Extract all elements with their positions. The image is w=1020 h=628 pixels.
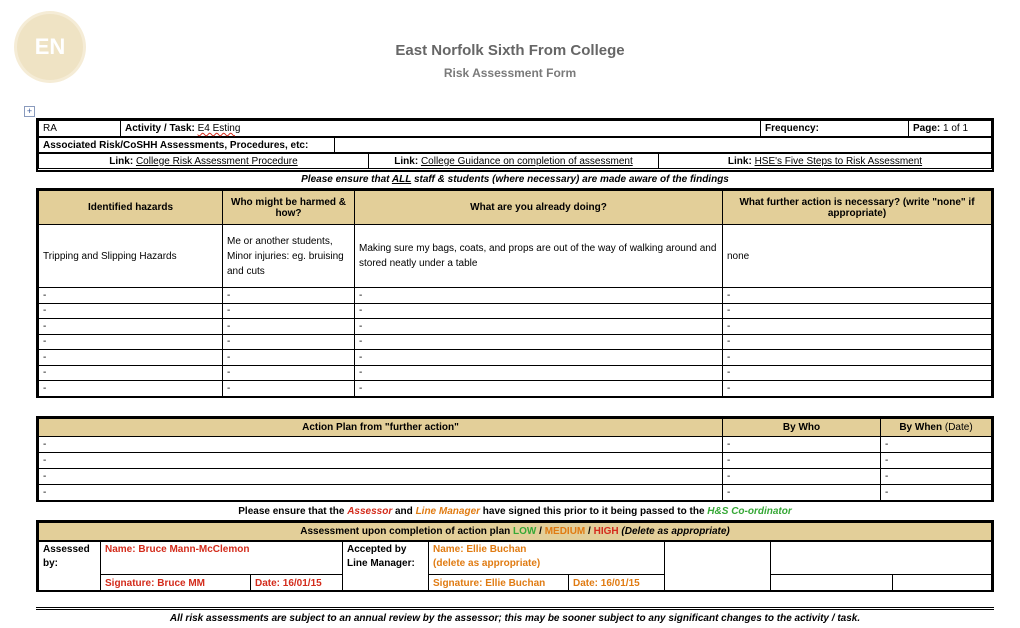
empty-cell[interactable]: - (723, 437, 881, 453)
empty-cell[interactable]: - (723, 288, 992, 304)
empty-cell[interactable]: - (881, 469, 992, 485)
completion-header-pre: Assessment upon completion of action plan (300, 526, 514, 537)
table-row (39, 453, 992, 469)
info-row-2 (38, 137, 992, 153)
empty-cell[interactable]: - (223, 365, 355, 381)
empty-cell[interactable]: - (39, 334, 223, 350)
risk-high[interactable]: HIGH (593, 526, 619, 537)
footer-note: All risk assessments are subject to an annual review by the assessor; this may be sooner subject to any significant changes to the activity / task. (169, 613, 861, 624)
ra-label: RA (39, 121, 121, 137)
table-row (39, 469, 992, 485)
notice-text-post: staff & students (where necessary) are made aware of the findings (411, 174, 729, 185)
empty-cell[interactable]: - (39, 350, 223, 366)
empty-cell[interactable]: - (223, 288, 355, 304)
sign-notice-assessor: Assessor (347, 506, 393, 517)
completion-block (36, 520, 994, 592)
empty-cell[interactable]: - (39, 469, 723, 485)
logo-text: EN (34, 34, 66, 59)
empty-cell[interactable]: - (355, 381, 723, 397)
sign-notice-line-manager: Line Manager (415, 506, 481, 517)
table-row (39, 303, 992, 319)
risk-low[interactable]: LOW (513, 526, 537, 537)
sign-notice-pre: Please ensure that the (238, 506, 348, 517)
manager-name[interactable]: Name: Ellie Buchan (433, 544, 527, 555)
header-further-action: What further action is necessary? (write "none" if appropriate) (723, 191, 992, 225)
risk-medium[interactable]: MEDIUM (544, 526, 586, 537)
empty-cell[interactable]: - (39, 485, 723, 501)
header-identified-hazards: Identified hazards (39, 191, 223, 225)
sign-notice-and: and (392, 506, 416, 517)
manager-date[interactable]: Date: 16/01/15 (569, 575, 665, 592)
info-row-3 (38, 153, 992, 169)
header-who-harmed: Who might be harmed & how? (223, 191, 355, 225)
blank-cell[interactable] (771, 542, 992, 575)
further-cell[interactable]: none (723, 225, 992, 288)
by-when-date-label: (Date) (944, 422, 973, 433)
blank-cell[interactable] (771, 575, 893, 592)
link-cell-3 (659, 154, 992, 169)
blank-cell[interactable] (665, 542, 771, 592)
empty-cell[interactable]: - (723, 350, 992, 366)
empty-cell[interactable]: - (223, 350, 355, 366)
empty-cell[interactable]: - (39, 365, 223, 381)
empty-cell[interactable]: - (723, 469, 881, 485)
risk-separator: / (536, 526, 545, 537)
sign-notice-mid: have signed this prior to it being passed to the (480, 506, 708, 517)
table-row (39, 319, 992, 335)
assessor-name[interactable]: Name: Bruce Mann-McClemon (101, 542, 343, 575)
link-label: Link: (394, 155, 419, 167)
empty-cell[interactable]: - (223, 381, 355, 397)
notice-all: ALL (391, 174, 412, 185)
header-already-doing: What are you already doing? (355, 191, 723, 225)
header-by-who: By Who (723, 419, 881, 437)
doing-cell[interactable]: Making sure my bags, coats, and props are out of the way of walking around and stored neatly under a table (355, 225, 723, 288)
assessor-signature[interactable]: Signature: Bruce MM (101, 575, 251, 592)
table-row (39, 485, 992, 501)
empty-cell[interactable]: - (723, 303, 992, 319)
link-label: Link: (109, 155, 134, 167)
table-row (39, 437, 992, 453)
link-cell-2 (369, 154, 659, 169)
table-row (39, 381, 992, 397)
associated-value[interactable] (335, 138, 992, 153)
empty-cell[interactable]: - (723, 334, 992, 350)
by-when-label: By When (899, 422, 943, 433)
footer-divider (36, 607, 994, 610)
completion-header-post: (Delete as appropriate) (618, 526, 730, 537)
link-hse-five-steps[interactable]: HSE's Five Steps to Risk Assessment (754, 155, 923, 167)
empty-cell[interactable]: - (39, 303, 223, 319)
accepted-by-label: Accepted by Line Manager: (343, 542, 429, 592)
link-risk-procedure[interactable]: College Risk Assessment Procedure (135, 155, 298, 167)
empty-cell[interactable]: - (355, 350, 723, 366)
link-label: Link: (727, 155, 752, 167)
associated-label: Associated Risk/CoSHH Assessments, Procedures, etc: (39, 138, 335, 153)
empty-cell[interactable]: - (223, 319, 355, 335)
table-row (39, 365, 992, 381)
empty-cell[interactable]: - (355, 303, 723, 319)
page-title: East Norfolk Sixth From College (395, 42, 625, 59)
empty-cell[interactable]: - (881, 485, 992, 501)
empty-cell[interactable]: - (39, 288, 223, 304)
who-cell[interactable]: Me or another students, Minor injuries: eg. bruising and cuts (223, 225, 355, 288)
assessor-date[interactable]: Date: 16/01/15 (251, 575, 343, 592)
table-row (39, 350, 992, 366)
manager-name-cell (429, 542, 665, 575)
header-action-plan: Action Plan from "further action" (39, 419, 723, 437)
assessed-by-label: Assessed by: (39, 542, 101, 592)
empty-cell[interactable]: - (881, 453, 992, 469)
empty-cell[interactable]: - (723, 453, 881, 469)
frequency-label: Frequency: (761, 121, 909, 137)
hazard-table (36, 188, 994, 398)
table-row (39, 288, 992, 304)
info-block (36, 118, 994, 172)
empty-cell[interactable]: - (881, 437, 992, 453)
link-college-guidance[interactable]: College Guidance on completion of assessment (420, 155, 633, 167)
manager-signature[interactable]: Signature: Ellie Buchan (429, 575, 569, 592)
staff-notice (36, 174, 994, 185)
empty-cell[interactable]: - (39, 437, 723, 453)
activity-label: Activity / Task: (125, 123, 195, 134)
empty-cell[interactable]: - (723, 365, 992, 381)
page-value: 1 of 1 (943, 123, 969, 134)
empty-cell[interactable]: - (723, 319, 992, 335)
table-row (39, 225, 992, 288)
empty-cell[interactable]: - (39, 381, 223, 397)
header-by-when (881, 419, 992, 437)
empty-cell[interactable]: - (223, 303, 355, 319)
empty-cell[interactable]: - (355, 288, 723, 304)
empty-cell[interactable]: - (723, 381, 992, 397)
manager-note: (delete as appropriate) (433, 558, 541, 569)
table-move-handle-icon[interactable]: + (24, 106, 35, 117)
page-cell (909, 121, 992, 137)
completion-header (39, 523, 992, 541)
hazard-cell[interactable]: Tripping and Slipping Hazards (39, 225, 223, 288)
empty-cell[interactable]: - (39, 453, 723, 469)
empty-cell[interactable]: - (355, 334, 723, 350)
table-row (39, 334, 992, 350)
empty-cell[interactable]: - (355, 319, 723, 335)
sign-notice-hs-coordinator: H&S Co-ordinator (707, 506, 792, 517)
empty-cell[interactable]: - (39, 319, 223, 335)
activity-value: E4 Esting (197, 123, 241, 134)
empty-cell[interactable]: - (723, 485, 881, 501)
action-plan-table (36, 416, 994, 502)
link-cell-1 (39, 154, 369, 169)
activity-cell (121, 121, 761, 137)
notice-text-pre: Please ensure that (301, 174, 392, 185)
page-label: Page: (913, 123, 941, 134)
empty-cell[interactable]: - (223, 334, 355, 350)
signature-notice (36, 506, 994, 517)
info-row-1 (38, 120, 992, 137)
page-subtitle: Risk Assessment Form (443, 66, 577, 80)
empty-cell[interactable]: - (355, 365, 723, 381)
blank-cell[interactable] (893, 575, 992, 592)
risk-separator: / (585, 526, 594, 537)
